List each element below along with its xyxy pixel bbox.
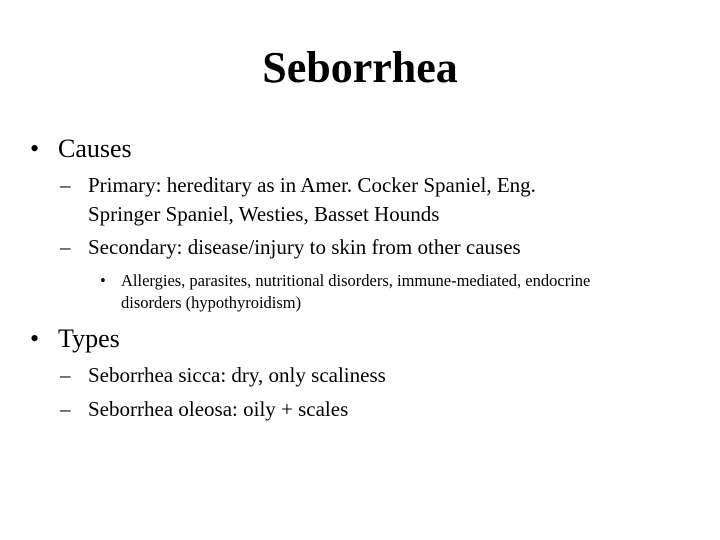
- sub-bullet-line: Seborrhea oleosa: oily + scales: [88, 397, 349, 421]
- sub-bullet-line: Springer Spaniel, Westies, Basset Hounds: [88, 202, 440, 226]
- dash-marker: –: [60, 235, 71, 259]
- slide-title: Seborrhea: [262, 43, 458, 92]
- bullet-marker: •: [30, 324, 40, 353]
- sub-bullet-line: Primary: hereditary as in Amer. Cocker Spaniel, Eng.: [88, 173, 536, 197]
- sub-sub-bullet-line: disorders (hypothyroidism): [121, 293, 302, 312]
- bullet-marker: •: [100, 271, 106, 290]
- sub-sub-bullet-line: Allergies, parasites, nutritional disorders, immune-mediated, endocrine: [121, 271, 591, 290]
- bullet-marker: •: [30, 134, 40, 163]
- section-heading-causes: Causes: [58, 134, 132, 163]
- dash-marker: –: [60, 397, 71, 421]
- section-heading-types: Types: [58, 324, 120, 353]
- dash-marker: –: [60, 173, 71, 197]
- sub-bullet-line: Seborrhea sicca: dry, only scaliness: [88, 363, 386, 387]
- sub-bullet-line: Secondary: disease/injury to skin from other causes: [88, 235, 521, 259]
- dash-marker: –: [60, 363, 71, 387]
